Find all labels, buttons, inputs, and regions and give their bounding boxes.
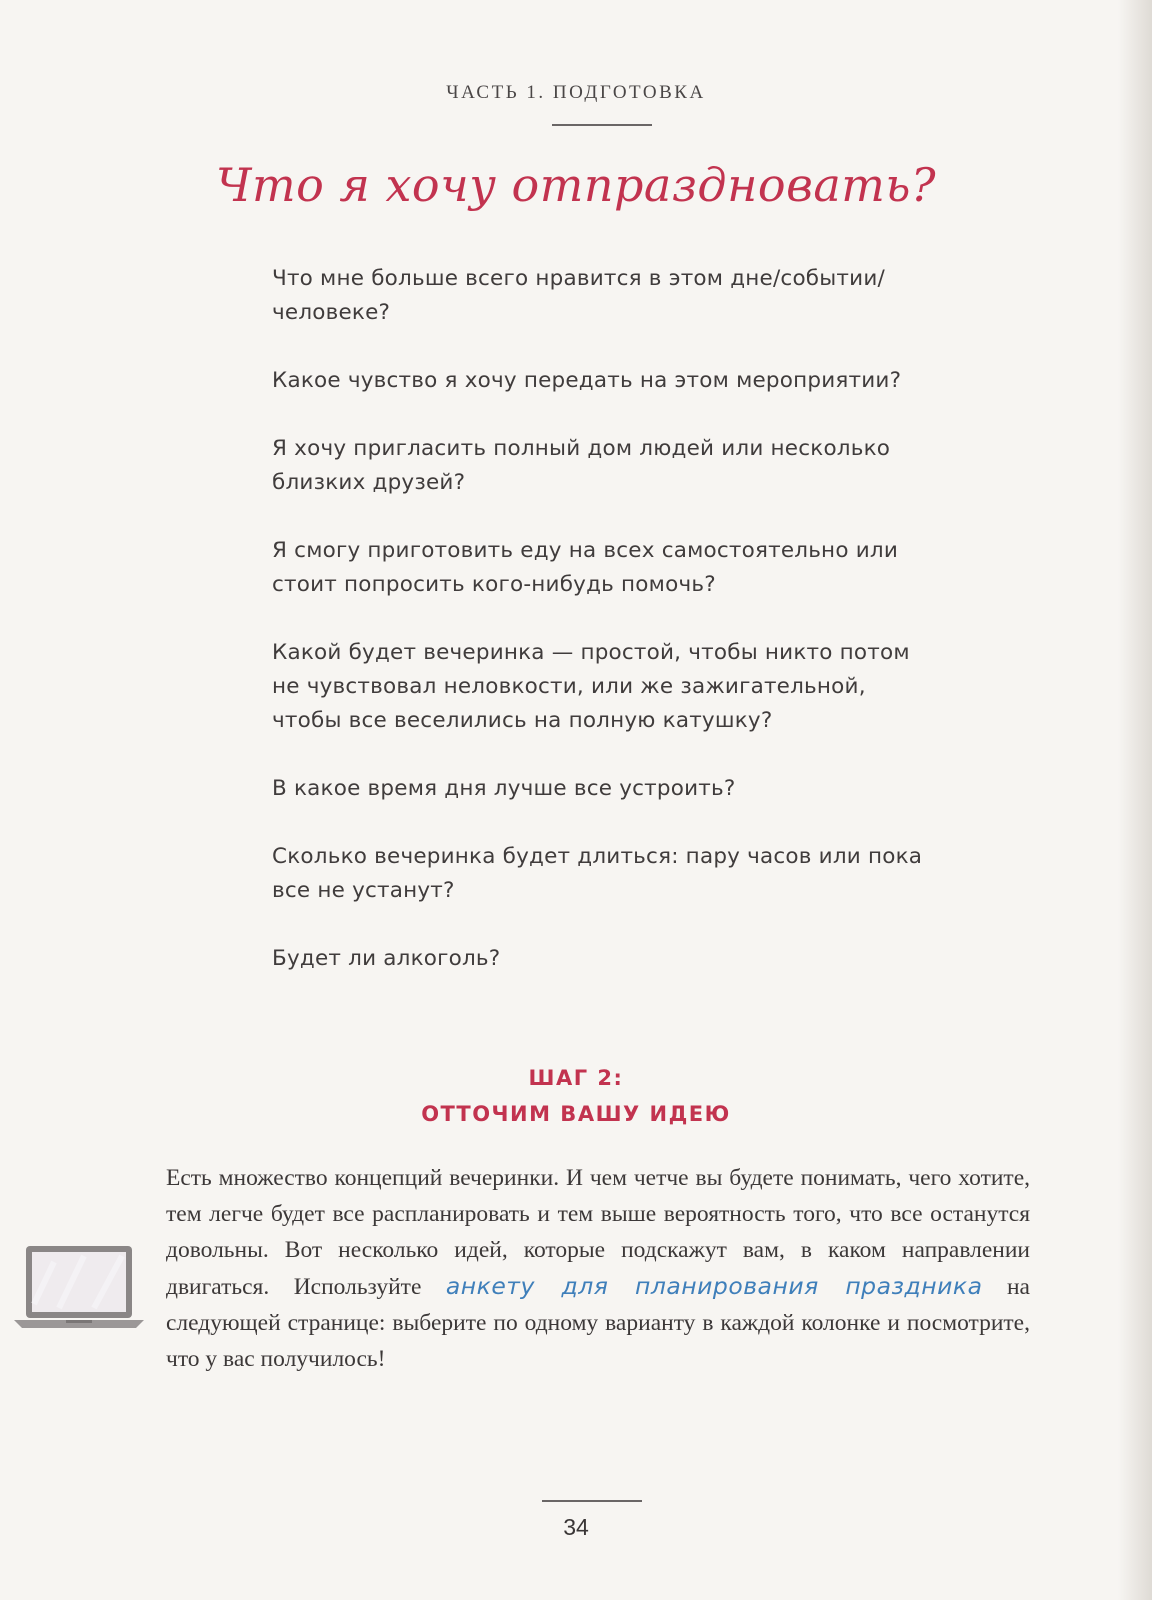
page-number: 34 [563, 1514, 589, 1540]
laptop-icon [14, 1242, 144, 1332]
question-item: Я хочу пригласить полный дом людей или несколько близких друзей? [272, 436, 891, 495]
question-list [272, 262, 942, 976]
handwritten-link: анкету для планирования праздника [445, 1272, 983, 1300]
running-head: ЧАСТЬ 1. ПОДГОТОВКА [446, 82, 706, 103]
paragraph-text-start: Есть множество концепций вечеринки. И чем четче вы будете понимать, чего хотите, тем легче будет все распланировать и тем выше вероятность того, что все останутся довольны. Вот несколько идей, которые подскажут вам, в каком направлении двигаться. Используйте [166, 1165, 1030, 1300]
question-item: Какой будет вечеринка — простой, чтобы никто потом не чувствовал неловкости, или же зажигательной, чтобы все веселились на полную катушку? [272, 640, 910, 733]
page-title: Что я хочу отпраздновать? [215, 158, 937, 212]
question-item: Будет ли алкоголь? [272, 946, 501, 971]
step-heading [0, 1060, 1152, 1132]
question-item: Какое чувство я хочу передать на этом мероприятии? [272, 368, 902, 393]
question-item: Что мне больше всего нравится в этом дне/событии/человеке? [272, 266, 885, 325]
step-title: ОТТОЧИМ ВАШУ ИДЕЮ [421, 1102, 731, 1126]
paragraph-text-end: на следующей странице: выберите по одному варианту в каждой колонке и посмотрите, что у вас получилось! [166, 1274, 1030, 1372]
question-item: Сколько вечеринка будет длиться: пару часов или пока все не устанут? [272, 844, 923, 903]
page-edge-shadow [1118, 0, 1152, 1600]
header-rule [552, 124, 652, 126]
question-item: В какое время дня лучше все устроить? [272, 776, 736, 801]
footer-rule [542, 1500, 642, 1502]
body-paragraph [166, 1160, 1030, 1377]
question-item: Я смогу приготовить еду на всех самостоятельно или стоит попросить кого-нибудь помочь? [272, 538, 898, 597]
step-number: ШАГ 2: [528, 1066, 624, 1090]
